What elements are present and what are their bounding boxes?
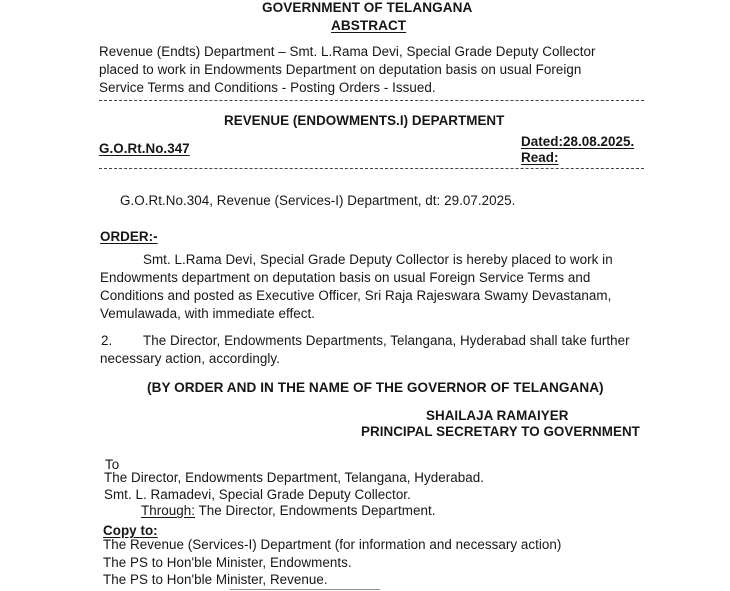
signatory-title: PRINCIPAL SECRETARY TO GOVERNMENT <box>361 424 640 439</box>
signatory-name: SHAILAJA RAMAIYER <box>426 408 569 423</box>
subject-line: placed to work in Endowments Department on deputation basis on usual Foreign <box>99 62 582 77</box>
cutoff-line-fragment <box>230 589 380 590</box>
subject-line: Service Terms and Conditions - Posting Orders - Issued. <box>99 80 436 95</box>
to-recipient: The Director, Endowments Department, Telangana, Hyderabad. <box>104 470 485 485</box>
abstract-heading: ABSTRACT <box>331 18 407 33</box>
divider-top <box>99 100 644 101</box>
paragraph-2-line: The Director, Endowments Departments, Telangana, Hyderabad shall take further <box>143 333 630 348</box>
read-label: Read: <box>521 150 559 165</box>
copy-to-label: Copy to: <box>103 523 158 538</box>
through-label: Through: <box>141 503 195 518</box>
copy-recipient: The Revenue (Services-I) Department (for information and necessary action) <box>103 537 562 552</box>
department-heading: REVENUE (ENDOWMENTS.I) DEPARTMENT <box>224 113 505 128</box>
through-line <box>141 503 436 519</box>
to-recipient: Smt. L. Ramadevi, Special Grade Deputy Collector. <box>104 487 411 502</box>
paragraph-1-line: Conditions and posted as Executive Officer, Sri Raja Rajeswara Swamy Devastanam, <box>100 288 612 303</box>
paragraph-2-number: 2. <box>101 333 113 348</box>
paragraph-1-line: Smt. L.Rama Devi, Special Grade Deputy Collector is hereby placed to work in <box>143 252 613 267</box>
reference-line: G.O.Rt.No.304, Revenue (Services-I) Department, dt: 29.07.2025. <box>120 193 516 208</box>
order-heading: ORDER:- <box>100 229 158 244</box>
government-heading: GOVERNMENT OF TELANGANA <box>262 0 473 15</box>
subject-line: Revenue (Endts) Department – Smt. L.Rama Devi, Special Grade Deputy Collector <box>99 44 596 59</box>
go-number: G.O.Rt.No.347 <box>99 141 190 156</box>
copy-recipient: The PS to Hon'ble Minister, Revenue. <box>103 572 328 587</box>
divider-bottom <box>99 168 644 169</box>
paragraph-2-line: necessary action, accordingly. <box>100 351 280 366</box>
paragraph-1-line: Vemulawada, with immediate effect. <box>100 306 316 321</box>
copy-recipient: The PS to Hon'ble Minister, Endowments. <box>103 555 352 570</box>
dated-label: Dated:28.08.2025. <box>521 134 635 149</box>
to-label: To <box>105 457 120 472</box>
paragraph-1-line: Endowments department on deputation basis on usual Foreign Service Terms and <box>100 270 591 285</box>
governor-order-line: (BY ORDER AND IN THE NAME OF THE GOVERNOR OF TELANGANA) <box>147 380 604 395</box>
through-text: The Director, Endowments Department. <box>195 503 436 518</box>
